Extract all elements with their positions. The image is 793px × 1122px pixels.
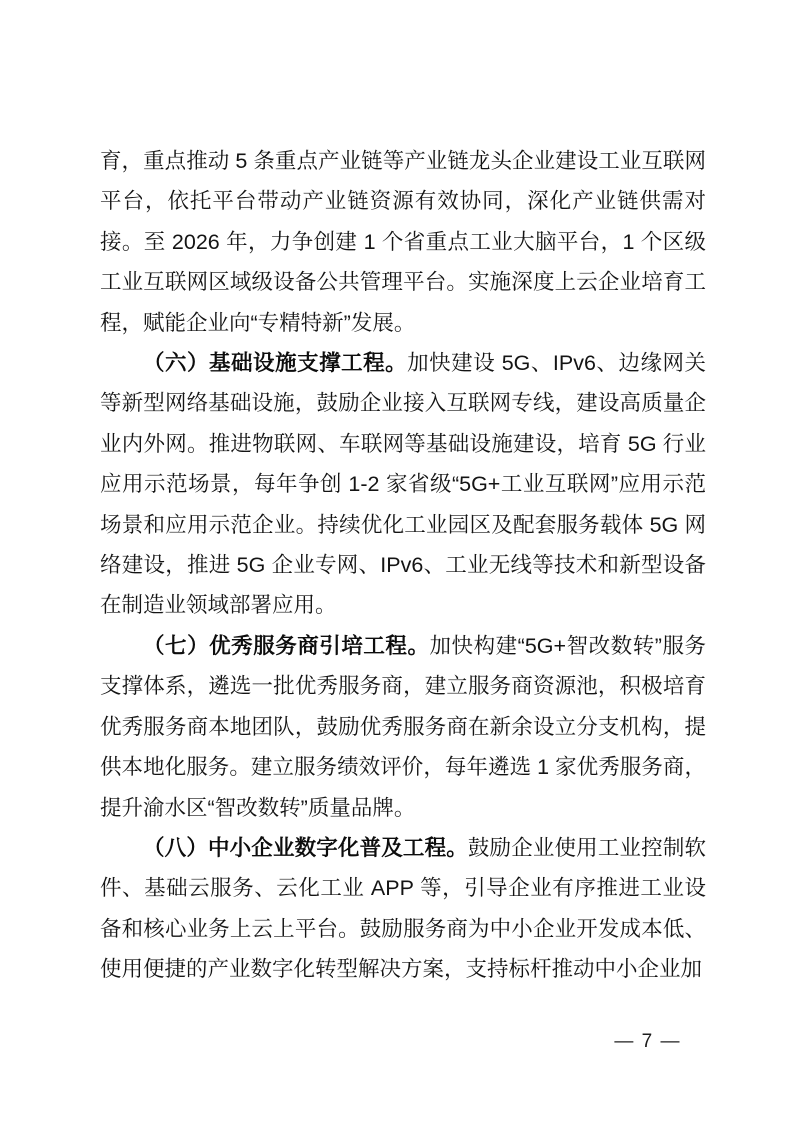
- paragraph-text: 加快建设 5G、IPv6、边缘网关等新型网络基础设施，鼓励企业接入互联网专线，建设高质量企业内外网。推进物联网、车联网等基础设施建设，培育 5G 行业应用示范场景，每年争创 1-2 家省级“5G+工业互联网”应用示范场景和应用示范企业。持续优化工业园区及配套服务载体 5G 网络建设，推进 5G 企业专网、IPv6、工业无线等技术和新型设备在制造业领域部署应用。: [100, 351, 706, 618]
- paragraph-section-7: [100, 626, 706, 828]
- page-footer: [614, 1031, 681, 1053]
- section-6-heading: （六）基础设施支撑工程。: [143, 351, 408, 376]
- paragraph-section-8: [100, 828, 706, 990]
- section-7-heading: （七）优秀服务商引培工程。: [143, 633, 430, 658]
- paragraph-text: 鼓励企业使用工业控制软件、基础云服务、云化工业 APP 等，引导企业有序推进工业设备和核心业务上云上平台。鼓励服务商为中小企业开发成本低、使用便捷的产业数字化转型解决方案，支持标杆推动中小企业加: [100, 835, 706, 982]
- page-number: — 7 —: [614, 1031, 681, 1052]
- paragraph-section-6: [100, 343, 706, 626]
- paragraph-text: 加快构建“5G+智改数转”服务支撑体系，遴选一批优秀服务商，建立服务商资源池，积极培育优秀服务商本地团队，鼓励优秀服务商在新余设立分支机构，提供本地化服务。建立服务绩效评价，每年遴选 1 家优秀服务商，提升渝水区“智改数转”质量品牌。: [100, 633, 706, 820]
- document-content: [100, 141, 706, 990]
- section-8-heading: （八）中小企业数字化普及工程。: [143, 835, 468, 860]
- paragraph-continuation: [100, 141, 706, 343]
- paragraph-text: 育，重点推动 5 条重点产业链等产业链龙头企业建设工业互联网平台，依托平台带动产业链资源有效协同，深化产业链供需对接。至 2026 年，力争创建 1 个省重点工业大脑平台，1 个区级工业互联网区域级设备公共管理平台。实施深度上云企业培育工程，赋能企业向“专精特新”发展。: [100, 149, 706, 335]
